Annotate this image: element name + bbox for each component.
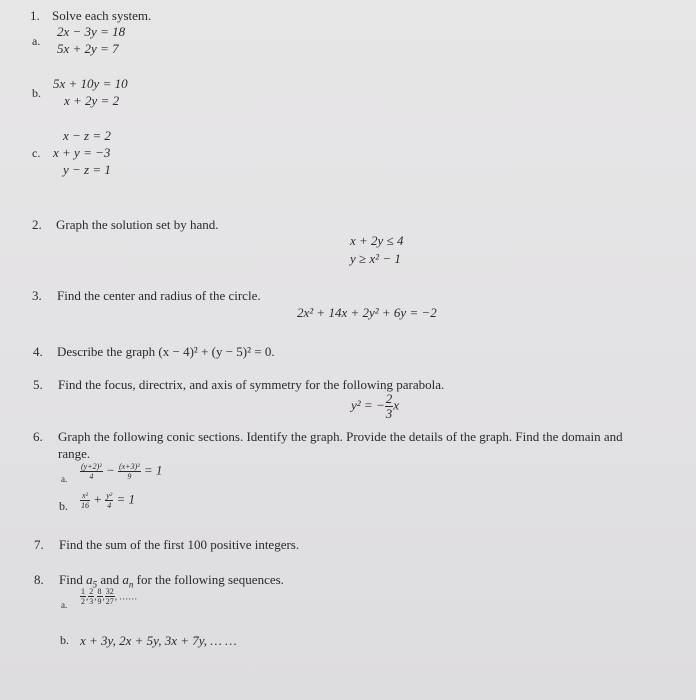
p6b-frac1	[80, 491, 90, 510]
p8a-term-2: $\frac{2}{3}$	[89, 587, 94, 606]
p6-number: 6.	[33, 429, 43, 444]
p8a-term-1: $\frac{1}{2}$	[81, 587, 85, 606]
p2-prompt: Graph the solution set by hand.	[56, 217, 219, 232]
p8b-sequence: x + 3y, 2x + 5y, 3x + 7y, … …	[80, 633, 237, 648]
p8-a5: $a_5$	[86, 572, 98, 590]
p6a-num1: (y+2)²	[81, 462, 102, 471]
p6b-frac2	[105, 491, 113, 510]
p8-prompt-rest: for the following sequences.	[136, 572, 284, 587]
p1b-eq2: x + 2y = 2	[64, 93, 120, 108]
p6a-den1: 4	[89, 472, 94, 481]
p1b-eq1: 5x + 10y = 10	[53, 76, 128, 91]
p6a-den2: 9	[127, 472, 132, 481]
p6a-label: a.	[61, 474, 68, 484]
p8a-dots: , ……	[114, 591, 138, 602]
p1-prompt: Solve each system.	[52, 8, 152, 23]
p6a-frac1	[80, 462, 103, 481]
p8b-label: b.	[60, 633, 69, 647]
p1b-label: b.	[32, 86, 41, 100]
p1a-eq1: 2x − 3y = 18	[57, 24, 126, 39]
p6b-num2: y²	[106, 491, 113, 500]
p8-find: Find	[59, 572, 83, 587]
p8-and: and	[100, 572, 120, 587]
p5-prompt: Find the focus, directrix, and axis of symmetry for the following parabola.	[58, 377, 445, 392]
p5-equation	[351, 392, 399, 421]
p6b-label: b.	[59, 499, 68, 513]
p8a-sequence: $\frac{1}{2}$ , $\frac{2}{3}$ , $\frac{8}{9}$ , $\frac{32}{27}$ , ……	[81, 587, 138, 606]
p3-equation: 2x² + 14x + 2y² + 6y = −2	[297, 305, 437, 320]
p5-eq-den: 3	[385, 406, 393, 421]
p1c-eq2: x + y = −3	[53, 145, 111, 160]
p6b-equation	[80, 491, 135, 510]
p1c-label: c.	[32, 146, 41, 160]
p6b-den2: 4	[107, 501, 112, 510]
p7-prompt: Find the sum of the first 100 positive integers.	[59, 537, 300, 552]
p6a-equation	[80, 462, 162, 481]
p5-number: 5.	[33, 377, 43, 392]
p6-prompt-line1: Graph the following conic sections. Identify the graph. Provide the details of the graph. Find the domain and	[58, 429, 623, 444]
p7-number: 7.	[34, 537, 44, 552]
p6a-num2: (x+3)²	[118, 462, 140, 471]
p3-prompt: Find the center and radius of the circle.	[57, 288, 261, 303]
p2-ineq1: x + 2y ≤ 4	[350, 233, 404, 248]
p4-number: 4.	[33, 344, 43, 359]
p1a-label: a.	[32, 34, 41, 48]
p6b-num1: x²	[80, 491, 90, 501]
p8a-term-4: $\frac{32}{27}$	[105, 587, 114, 606]
p6-prompt-line2: range.	[58, 446, 91, 461]
p6b-den1: 16	[81, 501, 89, 510]
p8-number: 8.	[34, 572, 44, 587]
p2-number: 2.	[32, 217, 42, 232]
p1c-eq1: x − z = 2	[63, 128, 111, 143]
p1a-eq2: 5x + 2y = 7	[57, 41, 119, 56]
p5-eq-num: 2	[385, 391, 393, 406]
p8-an: $a_n$	[122, 572, 134, 590]
p6a-frac2	[118, 462, 141, 481]
p5-eq-fraction	[385, 392, 394, 421]
p1c-eq3: y − z = 1	[63, 162, 111, 177]
p5-eq-left: y² = −	[351, 397, 385, 413]
p1-number: 1.	[30, 8, 40, 23]
p6b-plus: +	[93, 491, 103, 507]
p8a-term-3: $\frac{8}{9}$	[97, 587, 102, 606]
p6b-rhs: = 1	[116, 491, 136, 507]
p5-eq-right: x	[393, 397, 399, 413]
p3-number: 3.	[32, 288, 42, 303]
p6a-rhs: = 1	[143, 462, 163, 478]
p8a-label: a.	[61, 600, 68, 610]
p2-ineq2: y ≥ x² − 1	[350, 251, 401, 266]
p6a-minus: −	[105, 462, 115, 478]
p4-prompt: Describe the graph (x − 4)² + (y − 5)² = 0.	[57, 344, 275, 359]
